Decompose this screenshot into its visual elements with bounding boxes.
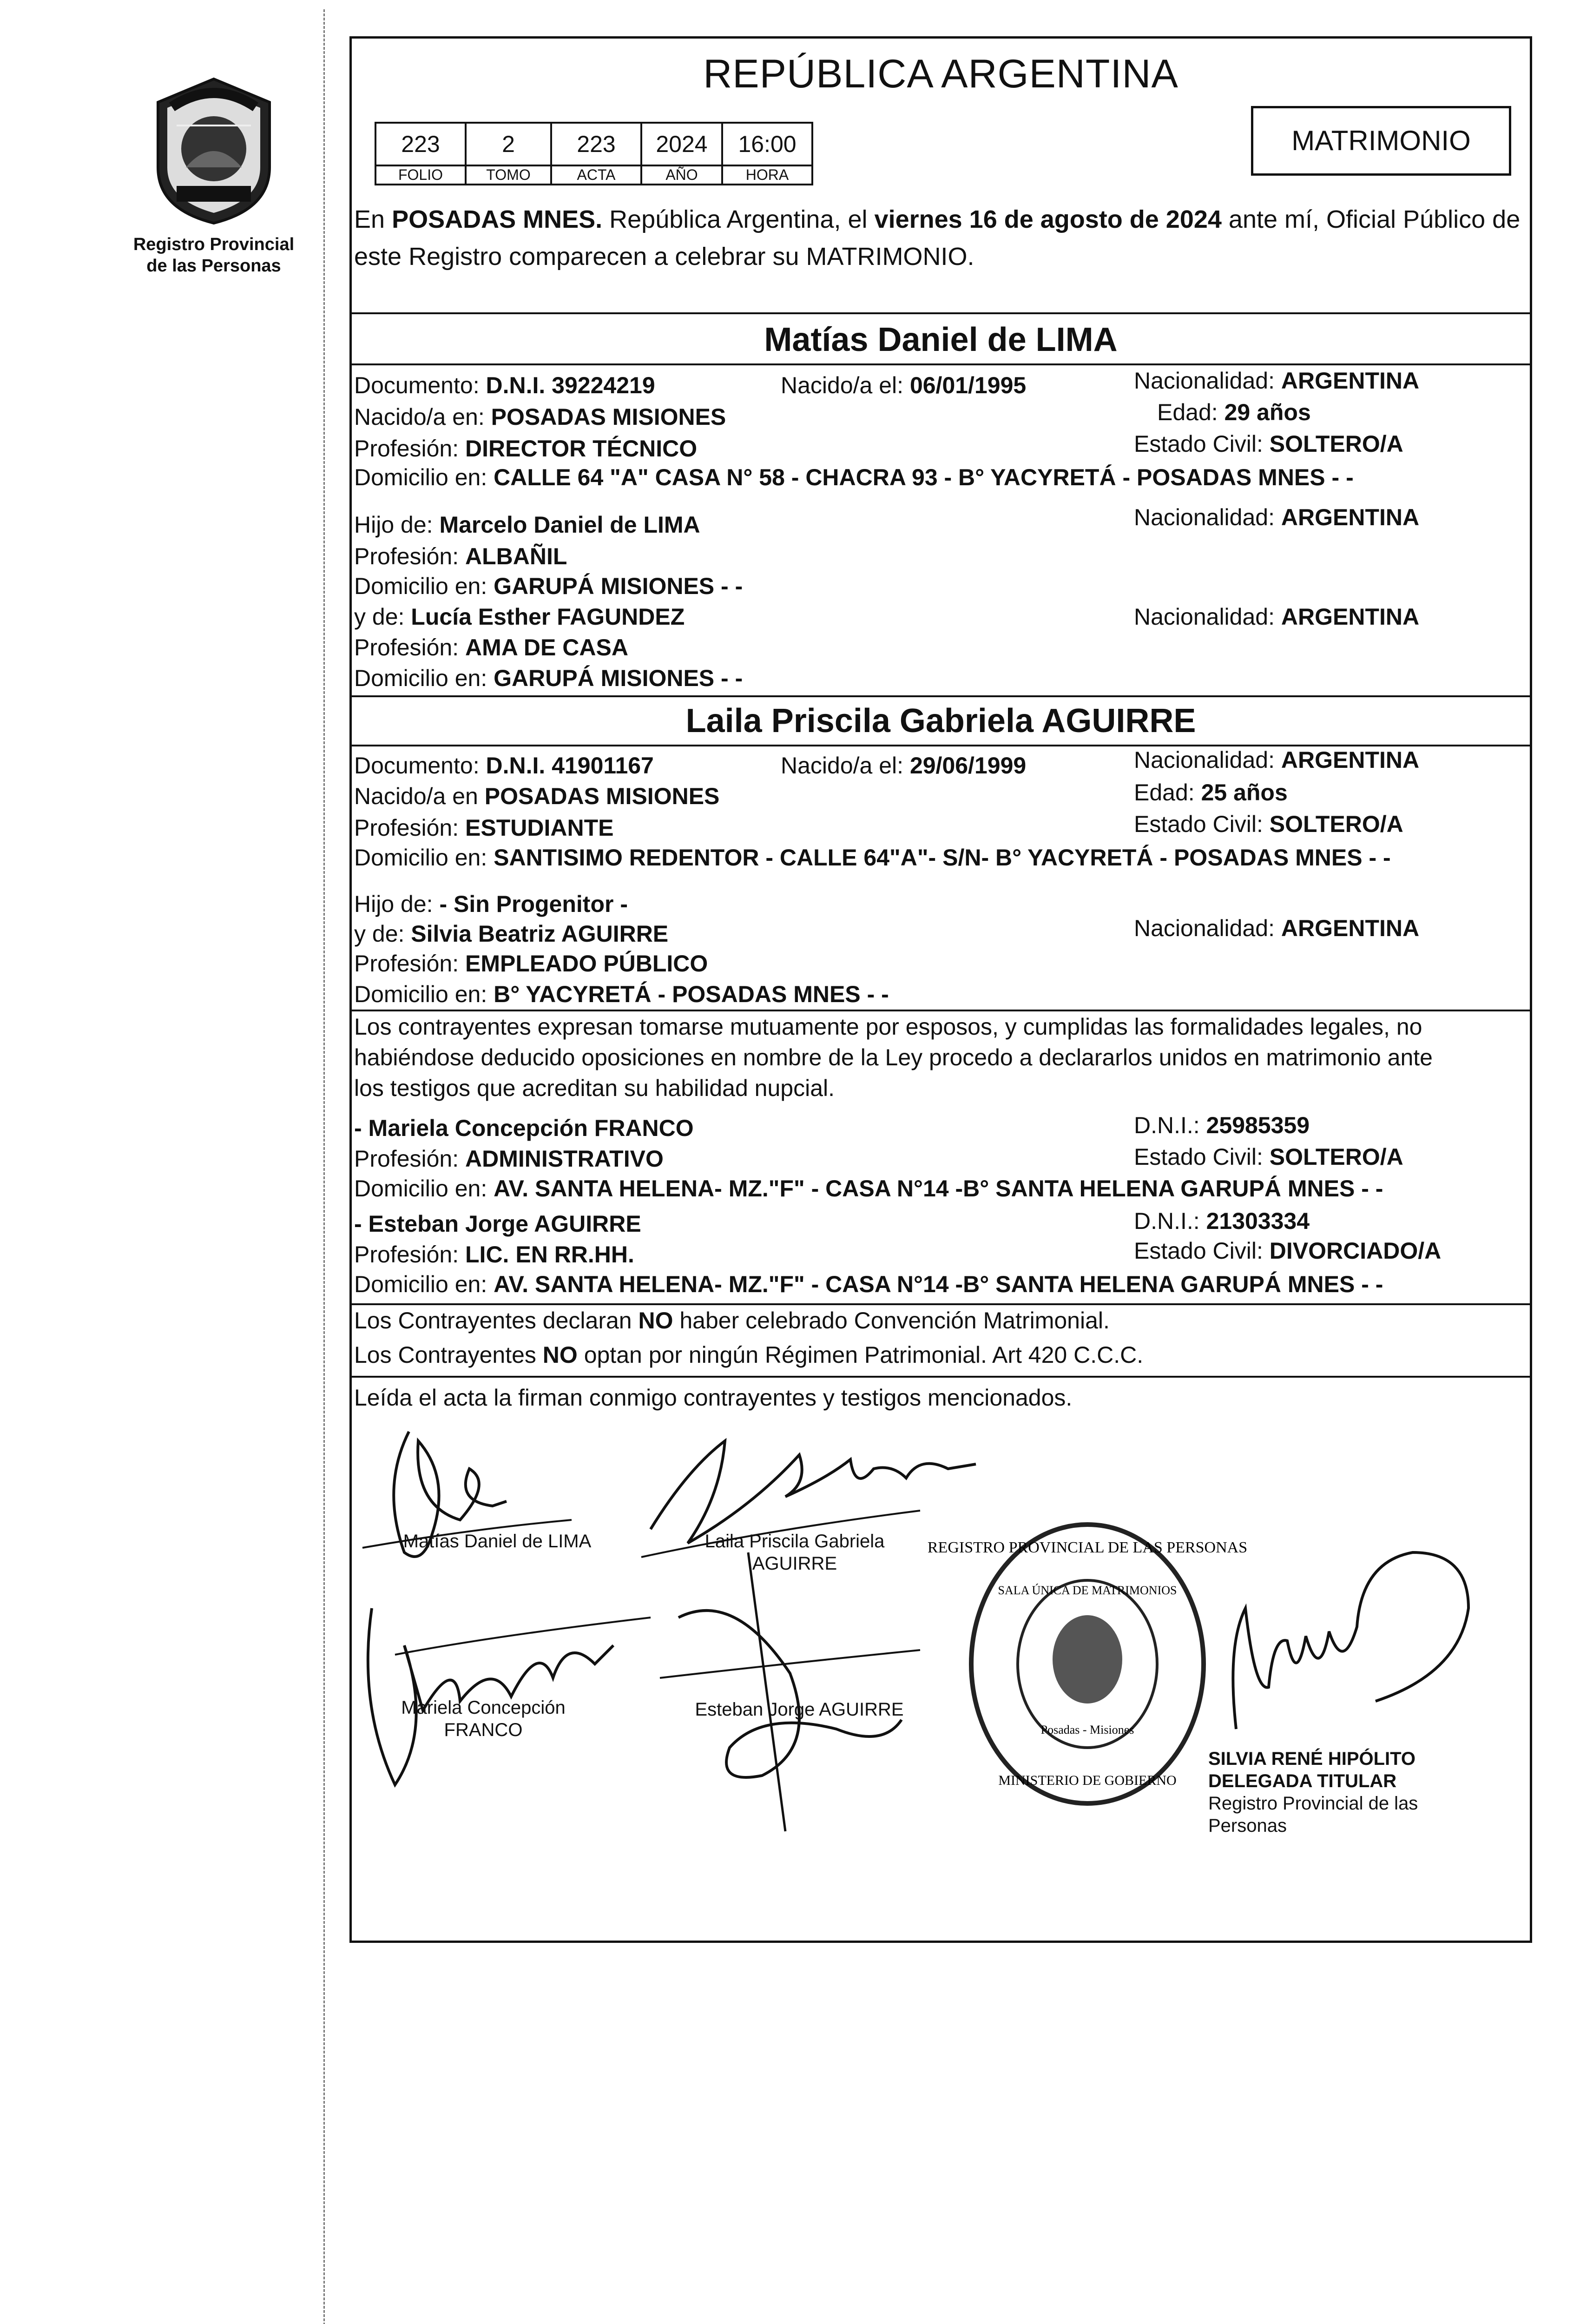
bride-mother-nationality: Nacionalidad: ARGENTINA	[1134, 915, 1420, 941]
groom-signature-caption: Matías Daniel de LIMA	[403, 1531, 592, 1552]
groom-mother-nationality: Nacionalidad: ARGENTINA	[1134, 604, 1420, 630]
groom-nationality: Nacionalidad: ARGENTINA	[1134, 368, 1420, 394]
groom-document: Documento: D.N.I. 39224219	[354, 372, 655, 398]
institution-logo-block	[125, 74, 302, 277]
bride-birthdate: Nacido/a el: 29/06/1999	[781, 753, 1027, 779]
bride-mother-address: Domicilio en: B° YACYRETÁ - POSADAS MNES - -	[354, 981, 889, 1007]
acta-label: ACTA	[551, 165, 641, 185]
groom-address: Domicilio en: CALLE 64 "A" CASA N° 58 - CHACRA 93 - B° YACYRETÁ - POSADAS MNES - -	[354, 464, 1354, 490]
page-title: REPÚBLICA ARGENTINA	[703, 52, 1178, 96]
stamp-city-text: Posadas - Misiones	[1040, 1723, 1134, 1736]
witness1-profession: Profesión: ADMINISTRATIVO	[354, 1146, 664, 1172]
divider	[349, 695, 1532, 697]
witness2-civil-status: Estado Civil: DIVORCIADO/A	[1134, 1238, 1442, 1264]
folio-value: 223	[375, 123, 466, 165]
witness1-signature-caption: Mariela Concepción FRANCO	[401, 1697, 566, 1740]
groom-mother-profession: Profesión: AMA DE CASA	[354, 634, 628, 660]
witness2-address: Domicilio en: AV. SANTA HELENA- MZ."F" - CASA N°14 -B° SANTA HELENA GARUPÁ MNES - -	[354, 1271, 1383, 1297]
anio-value: 2024	[641, 123, 722, 165]
tomo-value: 2	[466, 123, 551, 165]
groom-age: Edad: 29 años	[1157, 399, 1311, 425]
stamp-bottom-text: MINISTERIO DE GOBIERNO	[998, 1773, 1177, 1788]
bride-birthplace: Nacido/a en POSADAS MISIONES	[354, 783, 720, 809]
convention-line-1: Los Contrayentes declaran NO haber celebrado Convención Matrimonial.	[354, 1307, 1110, 1334]
witness1-civil-status: Estado Civil: SOLTERO/A	[1134, 1144, 1403, 1170]
witness2-name: - Esteban Jorge AGUIRRE	[354, 1211, 641, 1237]
registry-table	[375, 122, 813, 185]
intro-paragraph: En POSADAS MNES. República Argentina, el viernes 16 de agosto de 2024 ante mí, Oficial Público de este Registro comparecen a celebrar su MATRIMONIO.	[354, 205, 1521, 271]
stamp-outer-text: REGISTRO PROVINCIAL DE LAS PERSONAS	[927, 1539, 1248, 1556]
provincia-misiones-seal-icon	[144, 74, 283, 228]
official-signature-caption: SILVIA RENÉ HIPÓLITO DELEGADA TITULAR Registro Provincial de las Personas	[1208, 1749, 1418, 1836]
divider	[349, 363, 1532, 365]
witness1-address: Domicilio en: AV. SANTA HELENA- MZ."F" - CASA N°14 -B° SANTA HELENA GARUPÁ MNES - -	[354, 1175, 1383, 1202]
bride-age: Edad: 25 años	[1134, 779, 1288, 805]
bride-father: Hijo de: - Sin Progenitor -	[354, 891, 628, 917]
divider	[349, 1010, 1532, 1011]
bride-address: Domicilio en: SANTISIMO REDENTOR - CALLE 64"A"- S/N- B° YACYRETÁ - POSADAS MNES - -	[354, 845, 1391, 871]
bride-mother: y de: Silvia Beatriz AGUIRRE	[354, 921, 669, 947]
bride-nationality: Nacionalidad: ARGENTINA	[1134, 747, 1420, 773]
declaration-line-1: Los contrayentes expresan tomarse mutuamente por esposos, y cumplidas las formalidades legales, no	[354, 1014, 1422, 1040]
groom-birthdate: Nacido/a el: 06/01/1995	[781, 372, 1027, 398]
groom-name: Matías Daniel de LIMA	[764, 321, 1118, 358]
witness1-name: - Mariela Concepción FRANCO	[354, 1115, 694, 1141]
groom-birthplace: Nacido/a en: POSADAS MISIONES	[354, 404, 726, 430]
hora-label: HORA	[722, 165, 812, 185]
declaration-line-2: habiéndose deducido oposiciones en nombre de la Ley procedo a declararlos unidos en matrimonio ante	[354, 1044, 1433, 1070]
groom-mother-address: Domicilio en: GARUPÁ MISIONES - -	[354, 665, 743, 691]
official-stamp	[927, 1515, 1248, 1813]
divider	[349, 1303, 1532, 1305]
bride-profession: Profesión: ESTUDIANTE	[354, 815, 614, 841]
tomo-label: TOMO	[466, 165, 551, 185]
groom-father-nationality: Nacionalidad: ARGENTINA	[1134, 504, 1420, 530]
witness1-dni: D.N.I.: 25985359	[1134, 1112, 1310, 1138]
acta-value: 223	[551, 123, 641, 165]
witness2-profession: Profesión: LIC. EN RR.HH.	[354, 1241, 634, 1268]
declaration-line-3: los testigos que acreditan su habilidad nupcial.	[354, 1075, 835, 1101]
witness2-dni: D.N.I.: 21303334	[1134, 1208, 1310, 1234]
groom-father-address: Domicilio en: GARUPÁ MISIONES - -	[354, 573, 743, 599]
divider	[349, 312, 1532, 314]
hora-value: 16:00	[722, 123, 812, 165]
groom-profession: Profesión: DIRECTOR TÉCNICO	[354, 436, 698, 462]
bride-civil-status: Estado Civil: SOLTERO/A	[1134, 811, 1403, 837]
witness2-signature-caption: Esteban Jorge AGUIRRE	[695, 1699, 904, 1720]
margin-fold-line	[323, 9, 325, 2324]
anio-label: AÑO	[641, 165, 722, 185]
folio-label: FOLIO	[375, 165, 466, 185]
closing-text: Leída el acta la firman conmigo contrayentes y testigos mencionados.	[354, 1385, 1073, 1411]
bride-document: Documento: D.N.I. 41901167	[354, 753, 654, 779]
groom-mother: y de: Lucía Esther FAGUNDEZ	[354, 604, 685, 630]
stamp-inner-text: SALA ÚNICA DE MATRIMONIOS	[998, 1584, 1177, 1597]
act-type-box: MATRIMONIO	[1251, 106, 1511, 176]
institution-name: Registro Provincial de las Personas	[133, 235, 295, 276]
bride-signature-caption: Laila Priscila Gabriela AGUIRRE	[704, 1531, 885, 1574]
groom-father: Hijo de: Marcelo Daniel de LIMA	[354, 512, 700, 538]
bride-name: Laila Priscila Gabriela AGUIRRE	[685, 702, 1196, 739]
groom-civil-status: Estado Civil: SOLTERO/A	[1134, 431, 1403, 457]
groom-father-profession: Profesión: ALBAÑIL	[354, 543, 567, 569]
divider	[349, 1376, 1532, 1378]
convention-line-2: Los Contrayentes NO optan por ningún Régimen Patrimonial. Art 420 C.C.C.	[354, 1342, 1144, 1368]
bride-mother-profession: Profesión: EMPLEADO PÚBLICO	[354, 951, 708, 977]
groom-signature	[353, 1413, 604, 1580]
